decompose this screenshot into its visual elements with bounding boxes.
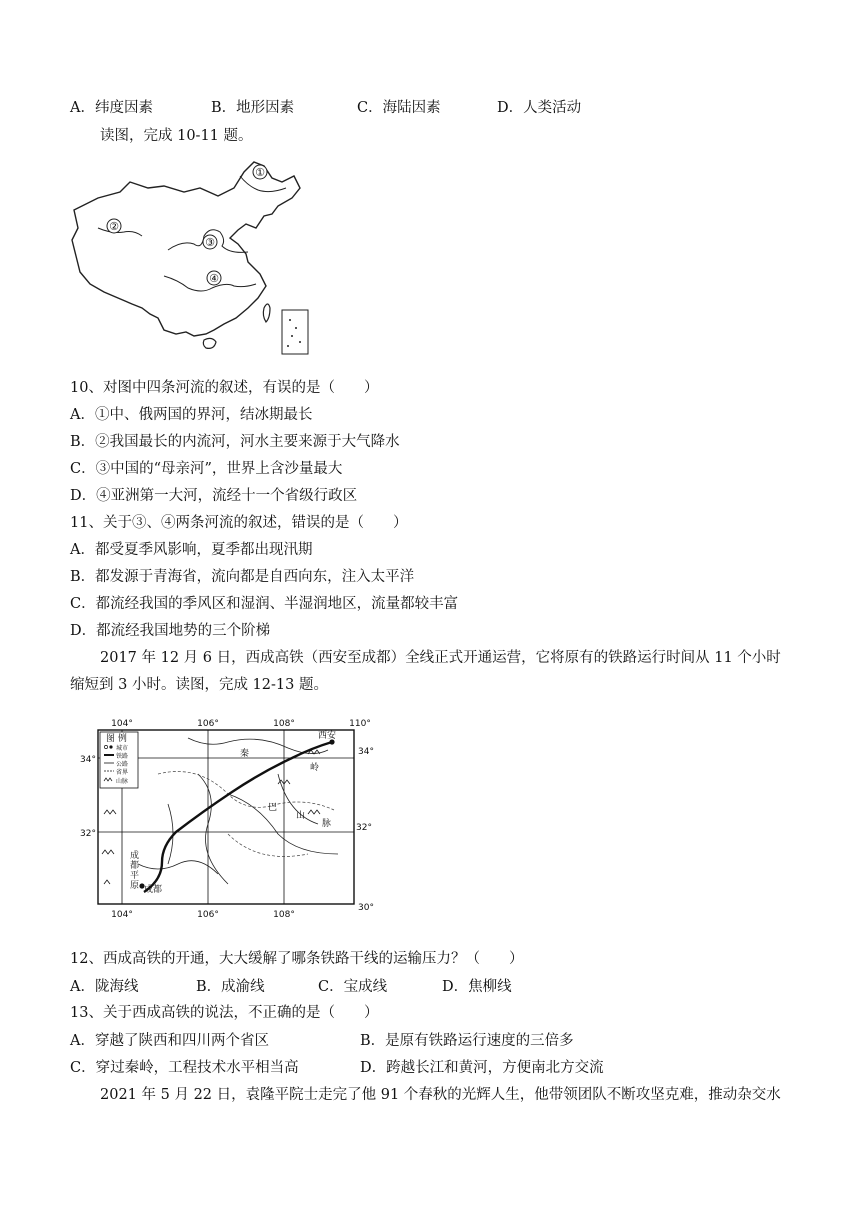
q9-option-a: A．纬度因素 [70,100,153,116]
q13-option-c: C．穿过秦岭，工程技术水平相当高 [70,1060,299,1076]
q12-option-b: B．成渝线 [196,979,265,995]
legend-border: 省界 [116,769,129,776]
map1-label-2: ② [109,220,119,233]
q9-option-b: B．地形因素 [211,100,295,116]
q12-option-d: D．焦柳线 [442,979,512,995]
q13-option-a: A．穿越了陕西和四川两个省区 [70,1033,269,1049]
q10-option-d: D．④亚洲第一大河，流经十一个省级行政区 [70,488,358,504]
q11-option-b: B．都发源于青海省，流向都是自西向东，注入太平洋 [70,569,415,585]
intro-12-13-line2: 缩短到 3 小时。读图，完成 12-13 题。 [70,677,328,693]
right-tick-32: 32° [356,823,372,833]
q11-option-c: C．都流经我国的季风区和湿润、半湿润地区，流量都较丰富 [70,596,459,612]
left-tick-34: 34° [80,755,96,765]
closing-paragraph: 2021 年 5 月 22 日，袁隆平院士走完了他 91 个春秋的光辉人生，他带领团队不断攻坚克难，推动杂交水 [100,1087,781,1103]
legend-railway: 铁路 [116,753,129,760]
label-du: 都 [130,861,140,871]
label-ping: 平 [130,871,140,881]
label-qin: 秦 [240,749,250,759]
bottom-tick-108: 108° [273,910,295,920]
top-tick-104: 104° [111,719,133,729]
city-chengdu: 成都 [144,885,163,895]
hainan-island [203,338,216,348]
label-ba: 巴 [268,803,278,813]
china-rivers-map [68,158,318,358]
south-sea-inset [282,310,308,354]
city-xian: 西安 [318,731,337,741]
legend-mountain: 山脉 [116,778,129,785]
map1-label-3: ③ [205,236,215,249]
q9-option-d: D．人类活动 [497,100,582,116]
map1-label-4: ④ [209,272,219,285]
q12-option-c: C．宝成线 [318,979,388,995]
q13-stem: 13、关于西成高铁的说法，不正确的是（ ） [70,1005,379,1021]
intro-12-13-line1: 2017 年 12 月 6 日，西成高铁（西安至成都）全线正式开通运营，它将原有的铁路运行时间从 11 个小时 [100,650,781,666]
south-sea-islands [287,319,301,347]
left-tick-32: 32° [80,829,96,839]
label-shan: 山 [296,811,306,821]
china-outline [72,162,300,336]
label-mai: 脉 [322,819,332,829]
xicheng-railway-map [78,714,378,920]
taiwan-island [263,304,270,322]
map1-label-1: ① [255,166,265,179]
q10-stem: 10、对图中四条河流的叙述，有误的是（ ） [70,380,379,396]
q10-option-c: C．③中国的“母亲河”，世界上含沙量最大 [70,461,343,477]
q13-option-b: B．是原有铁路运行速度的三倍多 [360,1033,574,1049]
label-ling: 岭 [310,763,320,773]
q12-option-a: A．陇海线 [70,979,139,995]
intro-10-11: 读图，完成 10-11 题。 [100,128,253,144]
q12-stem: 12、西成高铁的开通，大大缓解了哪条铁路干线的运输压力？（ ） [70,951,524,967]
legend-road: 公路 [116,761,129,768]
q11-option-d: D．都流经我国地势的三个阶梯 [70,623,271,639]
right-tick-30: 30° [358,903,374,913]
q10-option-b: B．②我国最长的内流河，河水主要来源于大气降水 [70,434,400,450]
legend-city: 城市 [116,745,129,752]
bottom-tick-104: 104° [111,910,133,920]
legend-title: 图 例 [106,734,127,744]
label-yuan: 原 [130,881,140,891]
top-tick-110: 110° [349,719,371,729]
q13-option-d: D．跨越长江和黄河，方便南北方交流 [360,1060,604,1076]
right-tick-34: 34° [358,747,374,757]
q10-option-a: A．①中、俄两国的界河，结冰期最长 [70,407,313,423]
q9-option-c: C．海陆因素 [357,100,441,116]
top-tick-106: 106° [197,719,219,729]
label-cheng: 成 [130,851,140,861]
top-tick-108: 108° [273,719,295,729]
q11-option-a: A．都受夏季风影响，夏季都出现汛期 [70,542,313,558]
q11-stem: 11、关于③、④两条河流的叙述，错误的是（ ） [70,515,408,531]
bottom-tick-106: 106° [197,910,219,920]
